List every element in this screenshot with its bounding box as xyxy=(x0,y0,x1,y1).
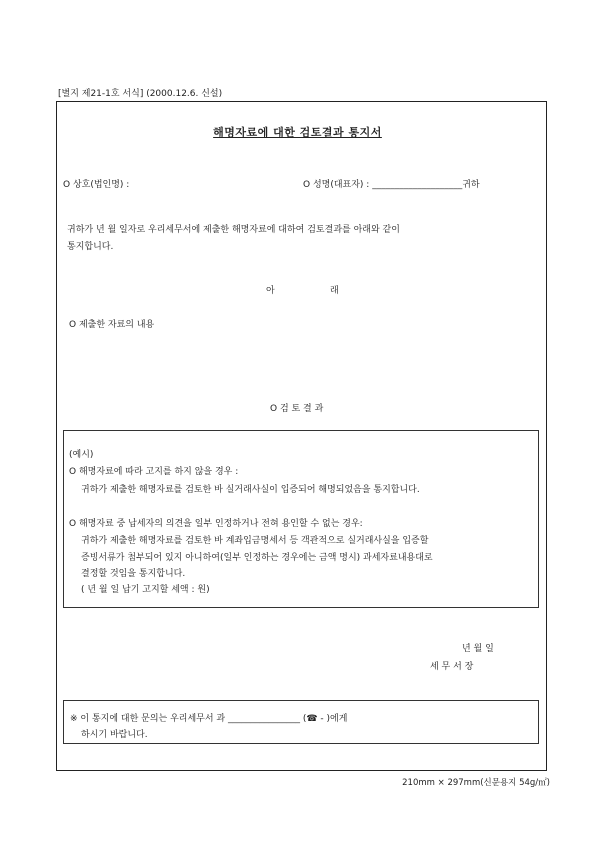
inquiry-line-1: ※ 이 통지에 대한 문의는 우리세무서 과 ________________ (☎ - )에게 xyxy=(70,714,348,724)
below-heading-left: 아 xyxy=(266,286,275,296)
example-heading: (예시) xyxy=(69,450,94,460)
document-title: 해명자료에 대한 검토결과 통지서 xyxy=(213,126,382,139)
example-case2-line: 증빙서류가 첨부되어 있지 아니하여(일부 인정하는 경우에는 금액 명시) 과세자료내용대로 xyxy=(81,553,433,563)
intro-line-1: 귀하가 년 월 일자로 우리세무서에 제출한 해명자료에 대하여 검토결과를 아래와 같이 xyxy=(67,225,400,235)
company-name-label: O 상호(법인명) : xyxy=(63,180,130,190)
date-line: 년 월 일 xyxy=(462,644,494,654)
inquiry-line-2: 하시기 바랍니다. xyxy=(81,730,148,740)
example-case2-line: 귀하가 제출한 해명자료를 검토한 바 계좌입금명세서 등 객관적으로 실거래사실을 입증할 xyxy=(81,536,429,546)
example-case1-title: O 해명자료에 따라 고지를 하지 않을 경우 : xyxy=(69,467,239,477)
paper-spec: 210mm × 297mm(신문용지 54g/㎡) xyxy=(402,778,550,788)
representative-name-label: O 성명(대표자) : ____________________귀하 xyxy=(303,180,480,190)
below-heading-right: 래 xyxy=(330,286,339,296)
example-case1-line: 귀하가 제출한 해명자료를 검토한 바 실거래사실이 입증되어 해명되었음을 통지합니다. xyxy=(81,485,420,495)
review-result-label: O 검 토 결 과 xyxy=(270,404,324,414)
example-case2-title: O 해명자료 중 납세자의 의견을 일부 인정하거나 전혀 용인할 수 없는 경우: xyxy=(69,519,363,529)
form-reference: [별지 제21-1호 서식] (2000.12.6. 신설) xyxy=(58,89,223,99)
submitted-content-label: O 제출한 자료의 내용 xyxy=(69,320,155,330)
intro-line-2: 통지합니다. xyxy=(67,242,114,252)
example-case2-line: ( 년 월 일 납기 고지할 세액 : 원) xyxy=(81,585,210,595)
tax-office-head: 세 무 서 장 xyxy=(430,662,474,672)
example-case2-line: 결정할 것임을 통지합니다. xyxy=(81,569,186,579)
